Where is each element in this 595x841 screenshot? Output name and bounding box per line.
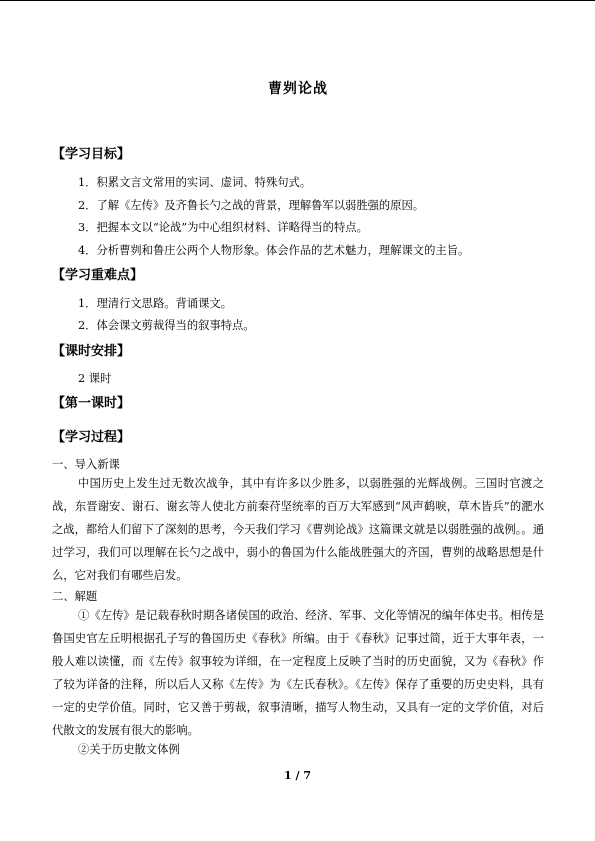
goal-item-4: 4．分析曹刿和鲁庄公两个人物形象。体会作品的艺术魅力，理解课文的主旨。 xyxy=(78,244,470,257)
part2-title: 二、解题 xyxy=(52,590,98,603)
goal-item-1: 1．积累文言文常用的实词、虚词、特殊句式。 xyxy=(78,176,312,189)
section-heading-goals: 【学习目标】 xyxy=(52,147,131,162)
section-heading-key-points: 【学习重难点】 xyxy=(52,268,144,283)
goal-item-2: 2．了解《左传》及齐鲁长勺之战的背景，理解鲁军以弱胜强的原因。 xyxy=(78,199,425,212)
part1-title: 一、导入新课 xyxy=(52,458,120,471)
section-heading-schedule: 【课时安排】 xyxy=(52,344,131,359)
section-heading-lesson1: 【第一课时】 xyxy=(52,396,131,411)
section-heading-process: 【学习过程】 xyxy=(52,430,131,445)
key-point-item-2: 2．体会课文剪裁得当的叙事特点。 xyxy=(78,319,255,332)
top-border-line xyxy=(0,0,595,1)
page-title: 曹刿论战 xyxy=(268,81,328,97)
part2-paragraph: ①《左传》是记载春秋时期各诸侯国的政治、经济、军事、文化等情况的编年体史书。相传是鲁国史官左丘明根据孔子写的鲁国历史《春秋》所编。由于《春秋》记事过简，近于大事年表，一般人难以读懂，而《左传》叙事较为详细，在一定程度上反映了当时的历史面貌，又为《春秋》作了较为详备的注释，所以后人又称《左传》为《左氏春秋》。《左传》保存了重要的历史史料，具有一定的史学价值。同时，它又善于剪裁，叙事清晰，描写人物生动，又具有一定的文学价值，对后代散文的发展有很大的影响。 xyxy=(52,609,544,737)
part2-subheading: ②关于历史散文体例 xyxy=(78,743,180,756)
part1-paragraph: 中国历史上发生过无数次战争，其中有许多以少胜多，以弱胜强的光辉战例。三国时官渡之战，东晋谢安、谢石、谢玄等人使北方前秦苻坚统率的百万大军感到“风声鹤唳，草木皆兵”的淝水之战，都给人们留下了深刻的思考，今天我们学习《曹刿论战》这篇课文就是以弱胜强的战例。。通过学习，我们可以理解在长勺之战中，弱小的鲁国为什么能战胜强大的齐国，曹刿的战略思想是什么，它对我们有哪些启发。 xyxy=(52,477,544,582)
key-point-item-1: 1．理清行文思路。背诵课文。 xyxy=(78,297,233,310)
page-number: 1 / 7 xyxy=(284,769,311,782)
goal-item-3: 3．把握本文以“论战”为中心组织材料、详略得当的特点。 xyxy=(78,221,368,234)
schedule-text: 2 课时 xyxy=(78,372,112,385)
